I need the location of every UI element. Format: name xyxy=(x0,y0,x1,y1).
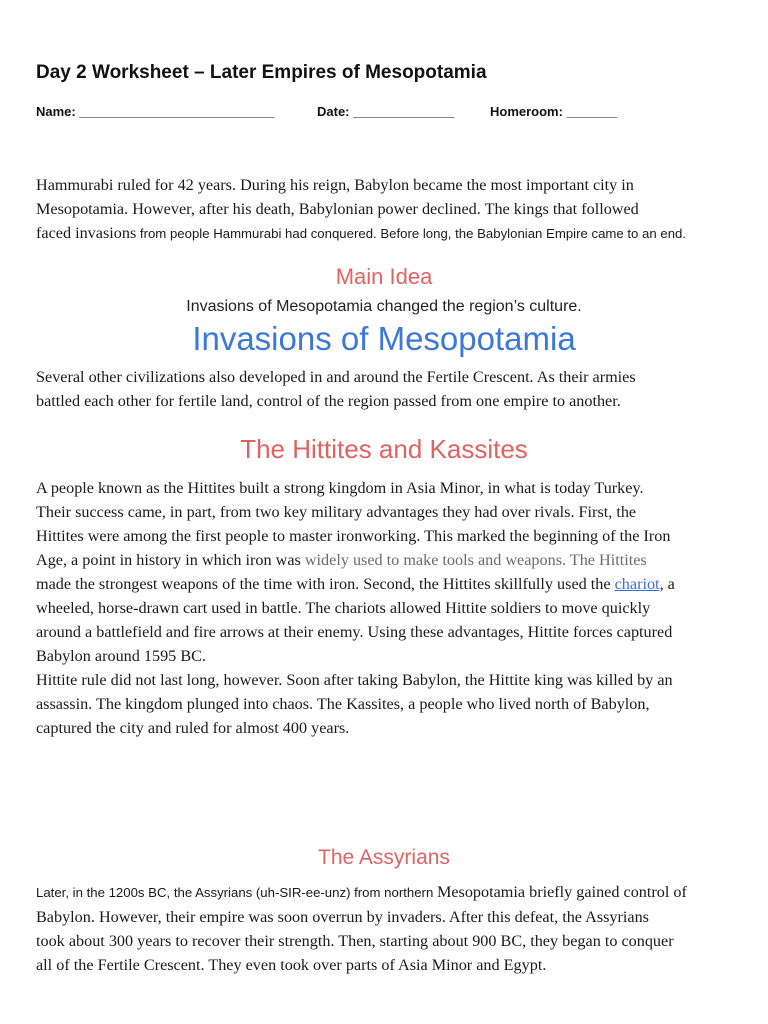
date-label: Date: xyxy=(317,104,350,119)
hittites-heading: The Hittites and Kassites xyxy=(240,434,528,464)
hittites-line xyxy=(36,572,736,596)
hittites-text: Age, a point in history in which iron was xyxy=(36,551,305,569)
hittites-text: , a xyxy=(659,575,675,593)
assyrians-text: Later, in the 1200s BC, the Assyrians (uh-SIR-ee-unz) from northern xyxy=(36,885,437,900)
intro-line: Mesopotamia. However, after his death, Babylonian power declined. The kings that followed xyxy=(36,200,639,218)
intro-text: from people Hammurabi had conquered. Before long, the Babylonian Empire came to an end. xyxy=(136,226,687,241)
assyrians-line: Babylon. However, their empire was soon overrun by invaders. After this defeat, the Assyrians xyxy=(36,908,649,926)
homeroom-label: Homeroom: xyxy=(490,104,563,119)
intro-line xyxy=(36,221,736,246)
hittites-line: A people known as the Hittites built a strong kingdom in Asia Minor, in what is today Turkey. xyxy=(36,479,644,497)
invasions-line: battled each other for fertile land, control of the region passed from one empire to another. xyxy=(36,392,621,410)
hittites-line: wheeled, horse-drawn cart used in battle. The chariots allowed Hittite soldiers to move quickly xyxy=(36,599,651,617)
hittites-paragraph xyxy=(36,476,736,740)
assyrians-text: Mesopotamia briefly gained control of xyxy=(436,883,687,901)
hittites-line: Hittite rule did not last long, however. Soon after taking Babylon, the Hittite king was killed by an xyxy=(36,671,673,689)
main-idea-heading: Main Idea xyxy=(335,264,433,289)
hittites-line: assassin. The kingdom plunged into chaos. The Kassites, a people who lived north of Babylon, xyxy=(36,695,650,713)
page-title: Day 2 Worksheet – Later Empires of Mesopotamia xyxy=(36,62,487,83)
name-blank: ___________________________ xyxy=(79,104,275,119)
assyrians-paragraph xyxy=(36,880,736,977)
invasions-heading: Invasions of Mesopotamia xyxy=(192,320,576,357)
assyrians-line: took about 300 years to recover their strength. Then, starting about 900 BC, they began to conquer xyxy=(36,932,674,950)
hittites-line xyxy=(36,548,736,572)
assyrians-heading: The Assyrians xyxy=(318,846,450,869)
chariot-link[interactable]: chariot xyxy=(614,575,660,593)
hittites-line: Babylon around 1595 BC. xyxy=(36,647,206,665)
homeroom-blank: _______ xyxy=(566,104,618,119)
hittites-line: Hittites were among the first people to master ironworking. This marked the beginning of the Iron xyxy=(36,527,671,545)
homeroom-field xyxy=(490,104,617,119)
intro-paragraph xyxy=(36,173,736,246)
invasions-paragraph xyxy=(36,365,736,413)
hittites-line: captured the city and ruled for almost 400 years. xyxy=(36,719,350,737)
hittites-line: around a battlefield and fire arrows at their enemy. Using these advantages, Hittite forces captured xyxy=(36,623,673,641)
name-label: Name: xyxy=(36,104,76,119)
date-blank: ______________ xyxy=(353,104,455,119)
assyrians-line xyxy=(36,880,736,905)
assyrians-line: all of the Fertile Crescent. They even took over parts of Asia Minor and Egypt. xyxy=(36,956,547,974)
hittites-text: made the strongest weapons of the time with iron. Second, the Hittites skillfully used the xyxy=(36,575,615,593)
main-idea-text: Invasions of Mesopotamia changed the region’s culture. xyxy=(186,298,582,315)
date-field xyxy=(317,104,454,119)
name-field xyxy=(36,104,275,119)
hittites-faded-text: widely used to make tools and weapons. The Hittites xyxy=(304,551,647,569)
intro-text: faced invasions xyxy=(36,224,137,242)
hittites-line: Their success came, in part, from two key military advantages they had over rivals. First, the xyxy=(36,503,637,521)
intro-line: Hammurabi ruled for 42 years. During his reign, Babylon became the most important city in xyxy=(36,176,634,194)
invasions-line: Several other civilizations also developed in and around the Fertile Crescent. As their armies xyxy=(36,368,636,386)
